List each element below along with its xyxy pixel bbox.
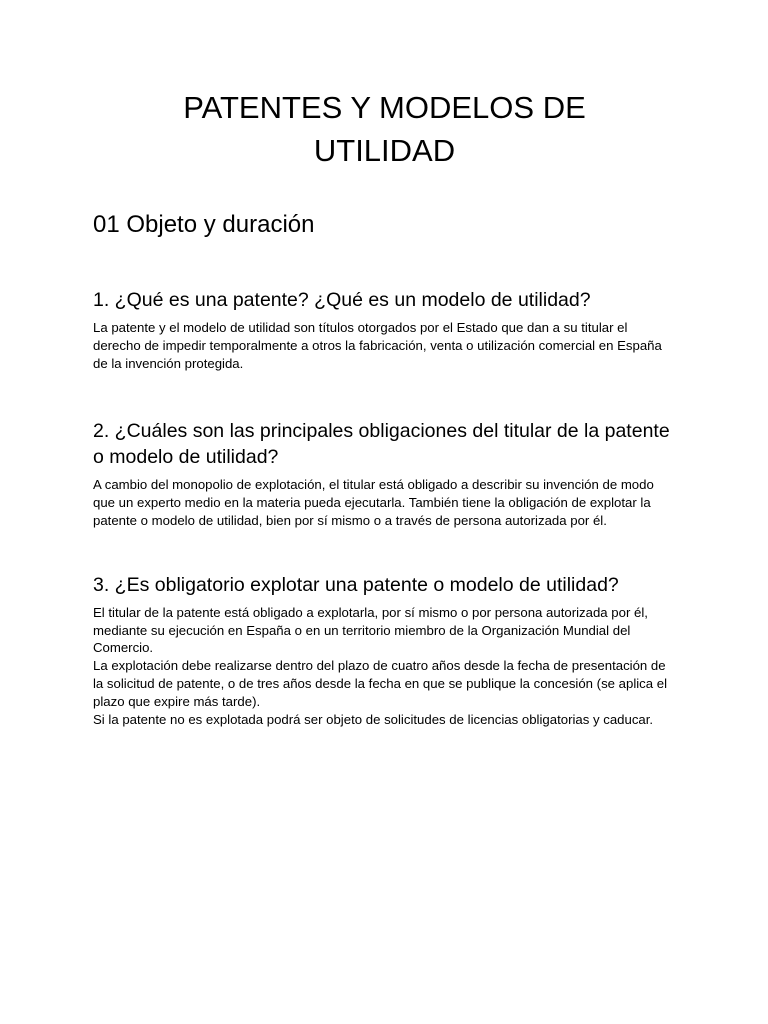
question-1-title: 1. ¿Qué es una patente? ¿Qué es un modelo de utilidad?: [93, 289, 591, 311]
question-2-paragraph-1: A cambio del monopolio de explotación, el titular está obligado a describir su invención de modo que un experto medio en la materia pueda ejecutarla. También tiene la obligación de explotar la patente o modelo de utilidad, bien por sí mismo o a través de persona autorizada por él.: [93, 477, 654, 528]
question-2-body: [93, 476, 676, 529]
question-2-title: 2. ¿Cuáles son las principales obligaciones del titular de la patente o modelo de utilidad?: [93, 420, 670, 469]
question-1-paragraph-1: La patente y el modelo de utilidad son títulos otorgados por el Estado que dan a su titular el derecho de impedir temporalmente a otros la fabricación, venta o utilización comercial en España de la invención protegida.: [93, 320, 662, 371]
question-3-paragraph-3: Si la patente no es explotada podrá ser objeto de solicitudes de licencias obligatorias y caducar.: [93, 711, 654, 727]
document-title-line-1: PATENTES Y MODELOS DE: [183, 90, 586, 125]
question-3: [93, 572, 676, 729]
document-title-line-2: UTILIDAD: [313, 133, 456, 168]
question-3-title: 3. ¿Es obligatorio explotar una patente o modelo de utilidad?: [93, 573, 619, 596]
question-1: [93, 287, 676, 372]
question-3-paragraph-2: La explotación debe realizarse dentro del plazo de cuatro años desde la fecha de presentación de la solicitud de patente, o de tres años desde la fecha en que se publique la concesión (se aplica el plazo que expire más tarde).: [93, 658, 668, 709]
question-3-body: [93, 604, 676, 729]
document-title: [93, 86, 676, 172]
section-heading: 01 Objeto y duración: [93, 211, 315, 238]
question-3-paragraph-1: El titular de la patente está obligado a explotarla, por sí mismo o por persona autorizada por él, mediante su ejecución en España o en un territorio miembro de la Organización Mundial del Comercio.: [93, 604, 648, 656]
question-2: [93, 418, 676, 529]
question-1-body: [93, 319, 676, 372]
